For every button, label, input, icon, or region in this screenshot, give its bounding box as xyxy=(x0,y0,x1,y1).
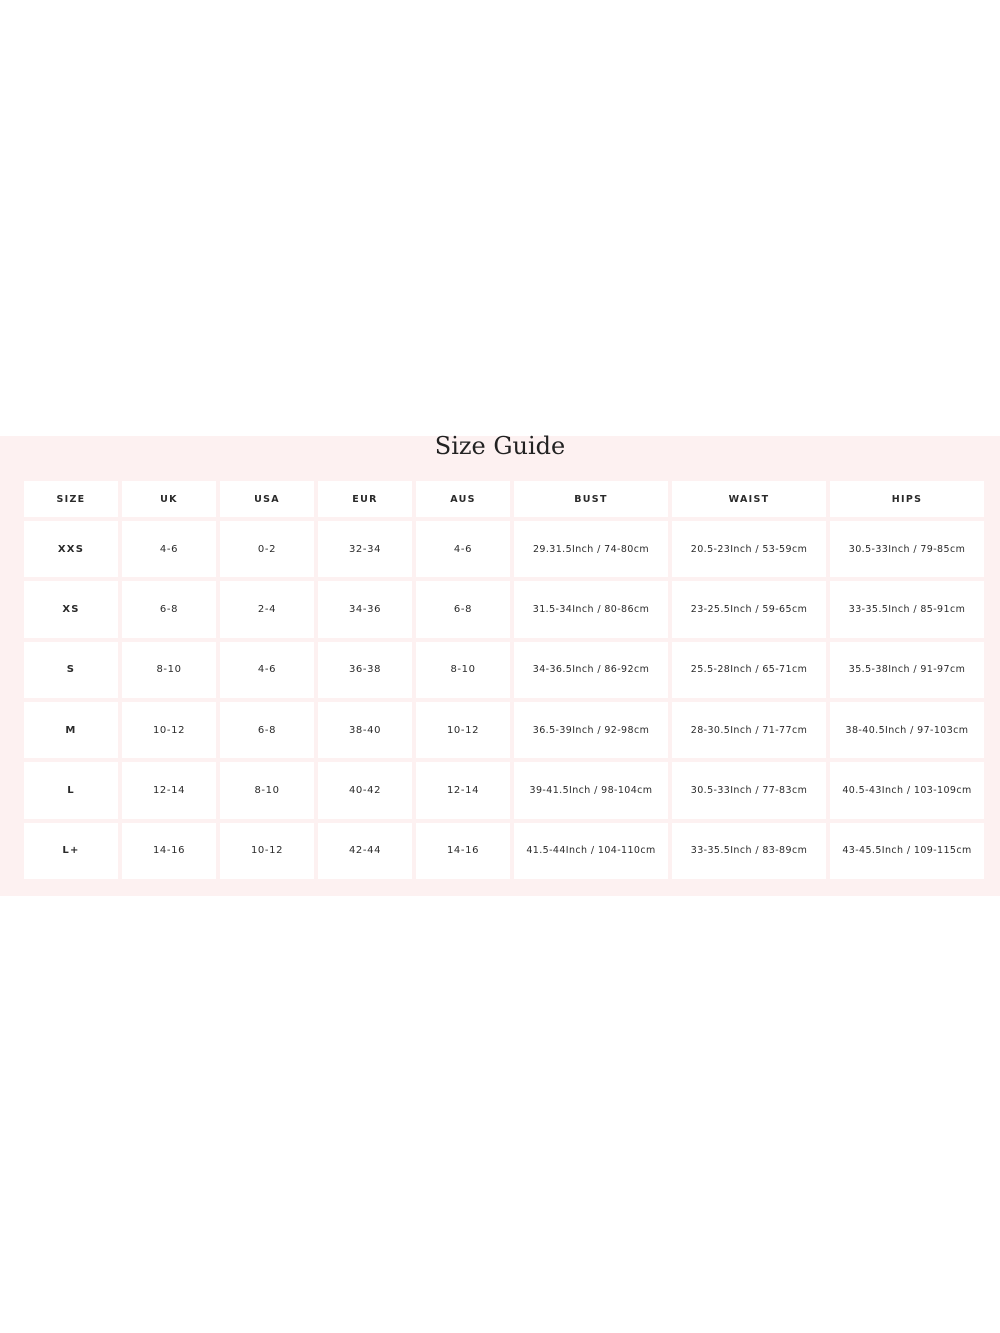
cell-size: L xyxy=(24,762,118,818)
cell-usa: 2-4 xyxy=(220,581,314,637)
cell-hips: 35.5-38Inch / 91-97cm xyxy=(830,642,984,698)
table-row xyxy=(24,581,984,637)
cell-bust: 29.31.5Inch / 74-80cm xyxy=(514,521,668,577)
table-row xyxy=(24,521,984,577)
cell-hips: 30.5-33Inch / 79-85cm xyxy=(830,521,984,577)
cell-eur: 42-44 xyxy=(318,823,412,879)
table-row xyxy=(24,702,984,758)
cell-usa: 0-2 xyxy=(220,521,314,577)
header-usa: USA xyxy=(220,481,314,517)
cell-waist: 28-30.5Inch / 71-77cm xyxy=(672,702,826,758)
table-row xyxy=(24,762,984,818)
cell-usa: 10-12 xyxy=(220,823,314,879)
table-header-row xyxy=(24,481,984,517)
cell-uk: 14-16 xyxy=(122,823,216,879)
header-bust: BUST xyxy=(514,481,668,517)
cell-hips: 43-45.5Inch / 109-115cm xyxy=(830,823,984,879)
header-uk: UK xyxy=(122,481,216,517)
cell-bust: 31.5-34Inch / 80-86cm xyxy=(514,581,668,637)
cell-aus: 14-16 xyxy=(416,823,510,879)
cell-usa: 8-10 xyxy=(220,762,314,818)
cell-aus: 12-14 xyxy=(416,762,510,818)
header-size: SIZE xyxy=(24,481,118,517)
cell-aus: 8-10 xyxy=(416,642,510,698)
header-eur: EUR xyxy=(318,481,412,517)
cell-uk: 8-10 xyxy=(122,642,216,698)
cell-uk: 4-6 xyxy=(122,521,216,577)
cell-aus: 4-6 xyxy=(416,521,510,577)
cell-eur: 40-42 xyxy=(318,762,412,818)
cell-bust: 39-41.5Inch / 98-104cm xyxy=(514,762,668,818)
header-hips: HIPS xyxy=(830,481,984,517)
cell-size: L+ xyxy=(24,823,118,879)
cell-bust: 34-36.5Inch / 86-92cm xyxy=(514,642,668,698)
cell-eur: 32-34 xyxy=(318,521,412,577)
cell-uk: 10-12 xyxy=(122,702,216,758)
page-title: Size Guide xyxy=(434,432,566,460)
cell-bust: 36.5-39Inch / 92-98cm xyxy=(514,702,668,758)
cell-eur: 36-38 xyxy=(318,642,412,698)
table-row xyxy=(24,823,984,879)
cell-size: M xyxy=(24,702,118,758)
cell-size: S xyxy=(24,642,118,698)
cell-waist: 33-35.5Inch / 83-89cm xyxy=(672,823,826,879)
cell-hips: 40.5-43Inch / 103-109cm xyxy=(830,762,984,818)
cell-aus: 6-8 xyxy=(416,581,510,637)
cell-waist: 20.5-23Inch / 53-59cm xyxy=(672,521,826,577)
table-row xyxy=(24,642,984,698)
cell-size: XS xyxy=(24,581,118,637)
cell-usa: 4-6 xyxy=(220,642,314,698)
cell-eur: 34-36 xyxy=(318,581,412,637)
cell-hips: 33-35.5Inch / 85-91cm xyxy=(830,581,984,637)
cell-hips: 38-40.5Inch / 97-103cm xyxy=(830,702,984,758)
header-aus: AUS xyxy=(416,481,510,517)
cell-size: XXS xyxy=(24,521,118,577)
cell-usa: 6-8 xyxy=(220,702,314,758)
cell-bust: 41.5-44Inch / 104-110cm xyxy=(514,823,668,879)
cell-uk: 6-8 xyxy=(122,581,216,637)
cell-uk: 12-14 xyxy=(122,762,216,818)
cell-waist: 30.5-33Inch / 77-83cm xyxy=(672,762,826,818)
cell-waist: 23-25.5Inch / 59-65cm xyxy=(672,581,826,637)
cell-eur: 38-40 xyxy=(318,702,412,758)
header-waist: WAIST xyxy=(672,481,826,517)
cell-waist: 25.5-28Inch / 65-71cm xyxy=(672,642,826,698)
cell-aus: 10-12 xyxy=(416,702,510,758)
size-guide-table xyxy=(20,477,988,883)
